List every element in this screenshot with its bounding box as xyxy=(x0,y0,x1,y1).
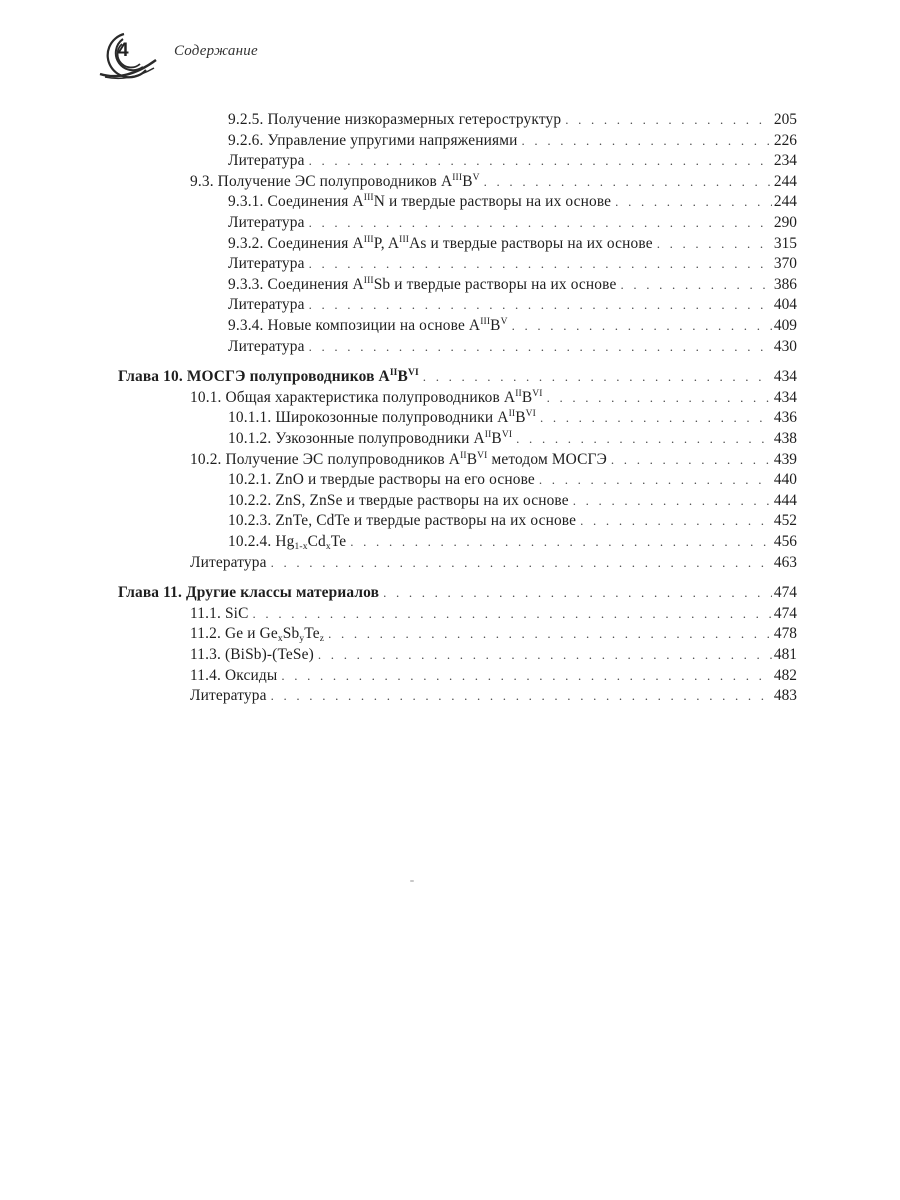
toc-text-part: B xyxy=(490,317,501,334)
toc-entry-title xyxy=(228,192,611,212)
dot-leader xyxy=(350,532,772,552)
toc-page-number: 438 xyxy=(773,430,797,447)
toc-entry-title xyxy=(190,388,543,408)
toc-entry-title xyxy=(228,337,305,357)
toc-text-part: Литература xyxy=(228,255,305,273)
toc-entry-title xyxy=(228,151,305,171)
dot-leader xyxy=(328,624,772,644)
toc-text-part: Глава 11. Другие классы материалов xyxy=(118,584,380,602)
toc-entry[interactable] xyxy=(190,686,797,706)
toc-text-part: B xyxy=(466,450,478,468)
toc-text-part: N и твердые растворы на их основе xyxy=(373,193,612,211)
dot-leader xyxy=(611,450,772,470)
toc-text-part: III xyxy=(480,317,491,327)
toc-page-number: 226 xyxy=(773,131,797,149)
toc-entry[interactable] xyxy=(228,234,797,254)
toc-text-part: Te xyxy=(304,625,320,643)
dot-leader xyxy=(271,686,772,706)
toc-text-part: методом МОСГЭ xyxy=(487,450,607,468)
toc-text-part: 9.3.1. Соединения A xyxy=(228,193,364,211)
toc-entry[interactable] xyxy=(228,275,797,295)
toc-text-part: V xyxy=(500,317,508,327)
toc-text-part: B xyxy=(491,430,502,447)
dot-leader xyxy=(309,151,772,171)
toc-text-part: Литература xyxy=(228,337,305,355)
toc-entry[interactable] xyxy=(190,450,797,470)
dot-leader xyxy=(309,213,772,233)
toc-text-part: Литература xyxy=(228,152,305,170)
toc-entry[interactable] xyxy=(118,367,797,387)
toc-entry[interactable] xyxy=(228,213,797,233)
toc-entry[interactable] xyxy=(190,645,797,665)
dot-leader xyxy=(573,491,772,511)
toc-text-part: III xyxy=(452,172,463,183)
toc-entry[interactable] xyxy=(190,172,797,192)
toc-entry[interactable] xyxy=(228,110,797,130)
toc-text-part: 11.2. Ge и Ge xyxy=(190,625,278,643)
toc-entry-title xyxy=(228,429,512,449)
toc-text-part: 10.2.2. ZnS, ZnSe и твердые растворы на их основе xyxy=(228,491,569,509)
toc-entry-title xyxy=(190,604,249,624)
toc-entry-title xyxy=(190,172,480,192)
toc-text-part: 10.2. Получение ЭС полупроводников A xyxy=(190,450,461,468)
toc-entry-title xyxy=(228,213,305,233)
toc-text-part: x xyxy=(325,542,331,552)
dot-leader xyxy=(522,131,772,151)
toc-text-part: 10.1.2. Узкозонные полупроводники A xyxy=(228,430,485,447)
page-number: 4 xyxy=(118,40,129,61)
toc-page-number: 205 xyxy=(773,111,797,128)
toc-text-part: 10.1.1. Широкозонные полупроводники A xyxy=(228,409,509,427)
toc-text-part: III xyxy=(363,275,374,286)
toc-entry-title xyxy=(228,408,536,428)
toc-text-part: II xyxy=(460,450,467,461)
toc-entry-title xyxy=(228,254,305,274)
toc-text-part: Sb xyxy=(282,625,300,643)
toc-page-number: 244 xyxy=(773,172,797,190)
dot-leader xyxy=(281,666,772,686)
toc-text-part: 11.3. (BiSb)-(TeSe) xyxy=(190,646,314,663)
toc-entry-title xyxy=(190,450,607,470)
toc-page-number: 444 xyxy=(773,491,797,509)
toc-entry-title xyxy=(190,624,324,644)
toc-text-part: VI xyxy=(477,450,488,461)
toc-entry[interactable] xyxy=(190,553,797,573)
toc-text-part: VI xyxy=(501,430,513,440)
toc-text-part: III xyxy=(363,193,374,204)
dot-leader xyxy=(484,172,772,192)
toc-entry[interactable] xyxy=(228,316,797,336)
toc-page-number: 244 xyxy=(773,193,797,211)
toc-text-part: 1-x xyxy=(294,542,308,552)
toc-text-part: Sb и твердые растворы на их основе xyxy=(373,275,617,293)
toc-page-number: 404 xyxy=(773,296,797,314)
toc-text-part: 11.4. Оксиды xyxy=(190,666,278,684)
toc-entry[interactable] xyxy=(228,408,797,428)
dot-leader xyxy=(318,645,772,665)
toc-text-part: z xyxy=(319,634,325,645)
toc-text-part: As и твердые растворы на их основе xyxy=(409,234,653,252)
toc-text-part: 9.2.6. Управление упругими напряжениями xyxy=(228,131,518,149)
dot-leader xyxy=(309,337,772,357)
toc-entry-title xyxy=(228,275,616,295)
toc-page-number: 456 xyxy=(773,533,797,550)
toc-page-number: 434 xyxy=(773,368,797,386)
dot-leader xyxy=(547,388,772,408)
toc-entry-title xyxy=(228,234,653,254)
toc-text-part: 10.2.3. ZnTe, CdTe и твердые растворы на их основе xyxy=(228,512,577,530)
toc-entry[interactable] xyxy=(228,131,797,151)
toc-entry-title xyxy=(228,295,305,315)
toc-entry[interactable] xyxy=(228,491,797,511)
toc-text-part: 10.2.4. Hg xyxy=(228,533,295,550)
toc-text-part: 11.1. SiC xyxy=(190,604,249,622)
toc-page-number: 436 xyxy=(773,409,797,427)
toc-text-part: II xyxy=(484,430,492,440)
toc-text-part: III xyxy=(399,234,410,245)
dot-leader xyxy=(512,316,772,336)
dot-leader xyxy=(565,110,772,130)
toc-entry[interactable] xyxy=(228,295,797,315)
toc-text-part: 10.2.1. ZnO и твердые растворы на его основе xyxy=(228,471,535,489)
toc-page-number: 474 xyxy=(773,604,797,622)
toc-entry[interactable] xyxy=(228,511,797,531)
toc-page-number: 482 xyxy=(773,666,797,684)
toc-page-number: 434 xyxy=(773,388,797,406)
toc-entry[interactable] xyxy=(228,151,797,171)
toc-page-number: 452 xyxy=(773,512,797,530)
scan-artifact xyxy=(410,880,414,882)
dot-leader xyxy=(309,295,772,315)
toc-text-part: VI xyxy=(407,368,419,379)
dot-leader xyxy=(271,553,772,573)
dot-leader xyxy=(620,275,771,295)
toc-entry[interactable] xyxy=(190,666,797,686)
toc-text-part: 9.3.3. Соединения A xyxy=(228,275,364,293)
toc-entry[interactable] xyxy=(228,429,797,449)
toc-page-number: 315 xyxy=(773,234,797,252)
toc-text-part: x xyxy=(277,634,283,645)
page-header xyxy=(0,0,900,90)
dot-leader xyxy=(539,470,772,490)
toc-text-part: Cd xyxy=(307,533,326,550)
toc-page-number: 463 xyxy=(773,553,797,571)
toc-entry-title xyxy=(190,686,267,706)
toc-text-part: 9.3. Получение ЭС полупроводников A xyxy=(190,172,453,190)
toc-page-number: 478 xyxy=(773,625,797,643)
toc-entry-title xyxy=(190,553,267,573)
toc-entry-title xyxy=(228,131,518,151)
toc-entry-title xyxy=(118,583,379,603)
toc-entry[interactable] xyxy=(228,337,797,357)
toc-text-part: Литература xyxy=(228,296,305,314)
dot-leader xyxy=(580,511,772,531)
toc-text-part: Te xyxy=(330,533,347,550)
toc-entry[interactable] xyxy=(190,604,797,624)
dot-leader xyxy=(423,367,772,387)
toc-entry-title xyxy=(190,666,277,686)
dot-leader xyxy=(657,234,772,254)
toc-text-part: V xyxy=(472,172,480,183)
toc-entry-title xyxy=(228,511,576,531)
toc-text-part: Литература xyxy=(190,553,267,571)
toc-text-part: III xyxy=(363,234,374,245)
toc-entry-title xyxy=(228,316,508,336)
toc-entry-title xyxy=(118,367,419,387)
toc-page-number: 234 xyxy=(773,152,797,170)
toc-text-part: VI xyxy=(525,409,536,420)
toc-page-number: 386 xyxy=(773,275,797,293)
toc-text-part: Литература xyxy=(228,214,305,231)
toc-entry[interactable] xyxy=(228,532,797,552)
toc-text-part: 9.3.2. Соединения A xyxy=(228,234,364,252)
running-title: Содержание xyxy=(174,43,258,59)
toc-text-part: 9.2.5. Получение низкоразмерных гетероструктур xyxy=(228,111,562,128)
toc-page-number: 440 xyxy=(773,471,797,489)
toc-page-number: 370 xyxy=(773,255,797,273)
dot-leader xyxy=(309,254,772,274)
toc-page-number: 439 xyxy=(773,450,797,468)
toc-page-number: 409 xyxy=(773,317,797,334)
toc-entry-title xyxy=(228,470,535,490)
toc-text-part: Литература xyxy=(190,687,267,705)
toc-text-part: P, A xyxy=(373,234,400,252)
dot-leader xyxy=(383,583,772,603)
dot-leader xyxy=(516,429,772,449)
toc-entry[interactable] xyxy=(190,624,797,644)
toc-entry-title xyxy=(228,110,561,130)
toc-text-part: VI xyxy=(532,388,543,399)
toc-page-number: 290 xyxy=(773,214,797,231)
toc-text-part: y xyxy=(299,634,305,645)
toc-entry-title xyxy=(228,491,569,511)
toc-page-number: 430 xyxy=(773,337,797,355)
toc-entry[interactable] xyxy=(228,470,797,490)
toc-text-part: B xyxy=(397,368,408,386)
toc-text-part: 10.1. Общая характеристика полупроводников A xyxy=(190,388,516,406)
toc-text-part: B xyxy=(521,388,533,406)
toc-text-part: 9.3.4. Новые композиции на основе A xyxy=(228,317,481,334)
toc-entry[interactable] xyxy=(228,254,797,274)
dot-leader xyxy=(253,604,772,624)
toc-page-number: 481 xyxy=(773,646,797,663)
toc-text-part: II xyxy=(515,388,522,399)
toc-page-number: 483 xyxy=(773,687,797,705)
toc-text-part: II xyxy=(508,409,516,420)
dot-leader xyxy=(540,408,772,428)
toc-entry-title xyxy=(228,532,346,552)
toc-text-part: B xyxy=(462,172,473,190)
toc-text-part: Глава 10. МОСГЭ полупроводников A xyxy=(118,368,390,386)
dot-leader xyxy=(615,192,772,212)
toc-text-part: B xyxy=(515,409,526,427)
toc-entry[interactable] xyxy=(190,388,797,408)
toc-entry[interactable] xyxy=(228,192,797,212)
toc-entry[interactable] xyxy=(118,583,797,603)
toc-page-number: 474 xyxy=(773,584,797,602)
toc-text-part: II xyxy=(389,368,398,379)
toc-entry-title xyxy=(190,645,314,665)
